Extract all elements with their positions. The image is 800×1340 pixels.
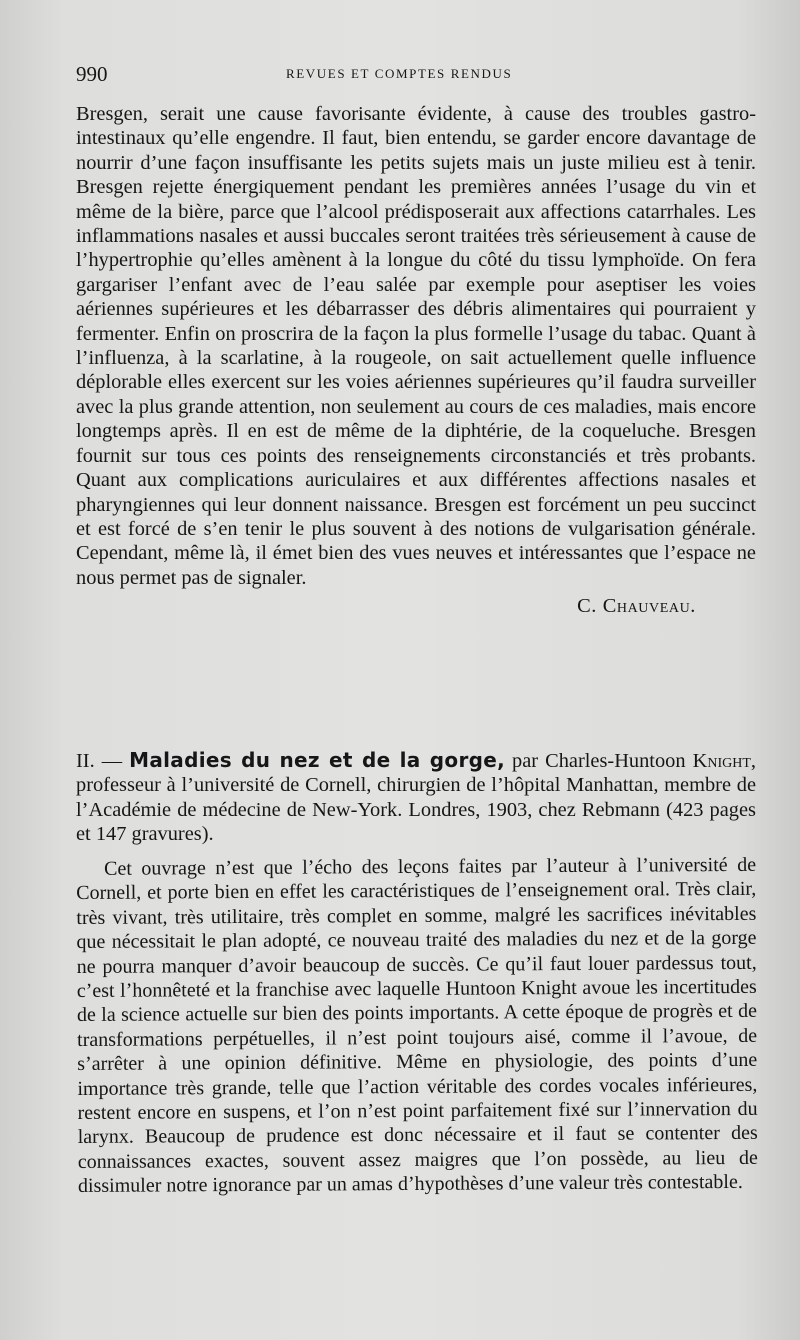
review-2 (76, 748, 756, 1198)
signature-initial: C. (577, 595, 597, 618)
review-2-title: Maladies du nez et de la gorge, (129, 748, 505, 772)
review-2-text: Cet ouvrage n’est que l’écho des leçons faites par l’auteur à l’université de Cornell, et porte bien en effet les caractéristiques de l’enseignement oral. Très clair, très vivant, très utilitaire, très complet en somme, malgré les sacrifices inévitables que nécessitait le plan adopté, ce nouveau traité des maladies du nez et de la gorge ne pourra manquer d’avoir beaucoup de succès. Ce qu’il faut louer pardessus tout, c’est l’honnêteté et la franchise avec laquelle Huntoon Knight avoue les incertitudes de la science actuelle sur bien des points importants. A cette époque de progrès et de transformations perpétuelles, il n’est point toujours aisé, comme il l’avoue, de s’arrêter à une opinion définitive. Même en physiologie, des points d’une importance très grande, telle que l’action véritable des cordes vocales inférieures, restent encore en suspens, et l’on n’est point parfaitement fixé sur l’innervation du larynx. Beaucoup de prudence est donc nécessaire et il faut se contenter des connaissances exactes, souvent assez maigres que l’on possède, au lieu de dissimuler notre ignorance par un amas d’hypothèses d’une valeur très contestable. (76, 853, 758, 1197)
review-2-by: par Charles-Huntoon (512, 750, 686, 772)
review-1 (76, 102, 756, 619)
review-2-author-surname: Knight (692, 750, 751, 772)
signature-name: Chauveau. (602, 595, 696, 618)
page-number: 990 (76, 62, 108, 86)
review-2-details: , professeur à l’université de Cornell, chirurgien de l’hôpital Manhattan, membre de l’Académie de médecine de New-York. Londres, 1903, chez Rebmann (423 pages et 147 gravures). (76, 750, 756, 846)
page-header (76, 62, 756, 92)
review-2-heading (76, 748, 756, 847)
review-1-text: Bresgen, serait une cause favorisante évidente, à cause des troubles gastro-intestinaux qu’elle engendre. Il faut, bien entendu, se garder encore davantage de nourrir d’une façon insuffisante les petits sujets mais un juste milieu est à tenir. Bresgen rejette énergiquement pendant les premières années l’usage du vin et même de la bière, parce que l’alcool prédisposerait aux affections catarrhales. Les inflammations nasales et aussi buccales seront traitées très sérieusement à cause de l’hypertrophie qu’elles amènent à la longue du côté du tissu lymphoïde. On fera gargariser l’enfant avec de l’eau salée par exemple pour aseptiser les voies aériennes supérieures et les débarrasser des débris alimentaires qui pourraient y fermenter. Enfin on proscrira de la façon la plus formelle l’usage du tabac. Quant à l’influenza, à la scarlatine, à la rougeole, on sait actuellement quelle influence déplorable elles exercent sur les voies aériennes supérieures qu’il faudra surveiller avec la plus grande attention, non seulement au cours de ces maladies, mais encore longtemps après. Il en est de même de la diphtérie, de la coqueluche. Bresgen fournit sur tous ces points des renseignements circonstanciés et très probants. Quant aux complications auriculaires et aux différentes affections nasales et pharyngiennes qui leur donnent naissance. Bresgen est forcément un peu succinct et est forcé de s’en tenir le plus souvent à des notions de vulgarisation générale. Cependant, même là, il émet bien des vues neuves et intéressantes que l’espace ne nous permet pas de signaler. (76, 103, 756, 589)
review-1-signature (76, 594, 696, 618)
review-2-number: II. — (76, 750, 123, 772)
running-head: REVUES ET COMPTES RENDUS (286, 66, 513, 81)
